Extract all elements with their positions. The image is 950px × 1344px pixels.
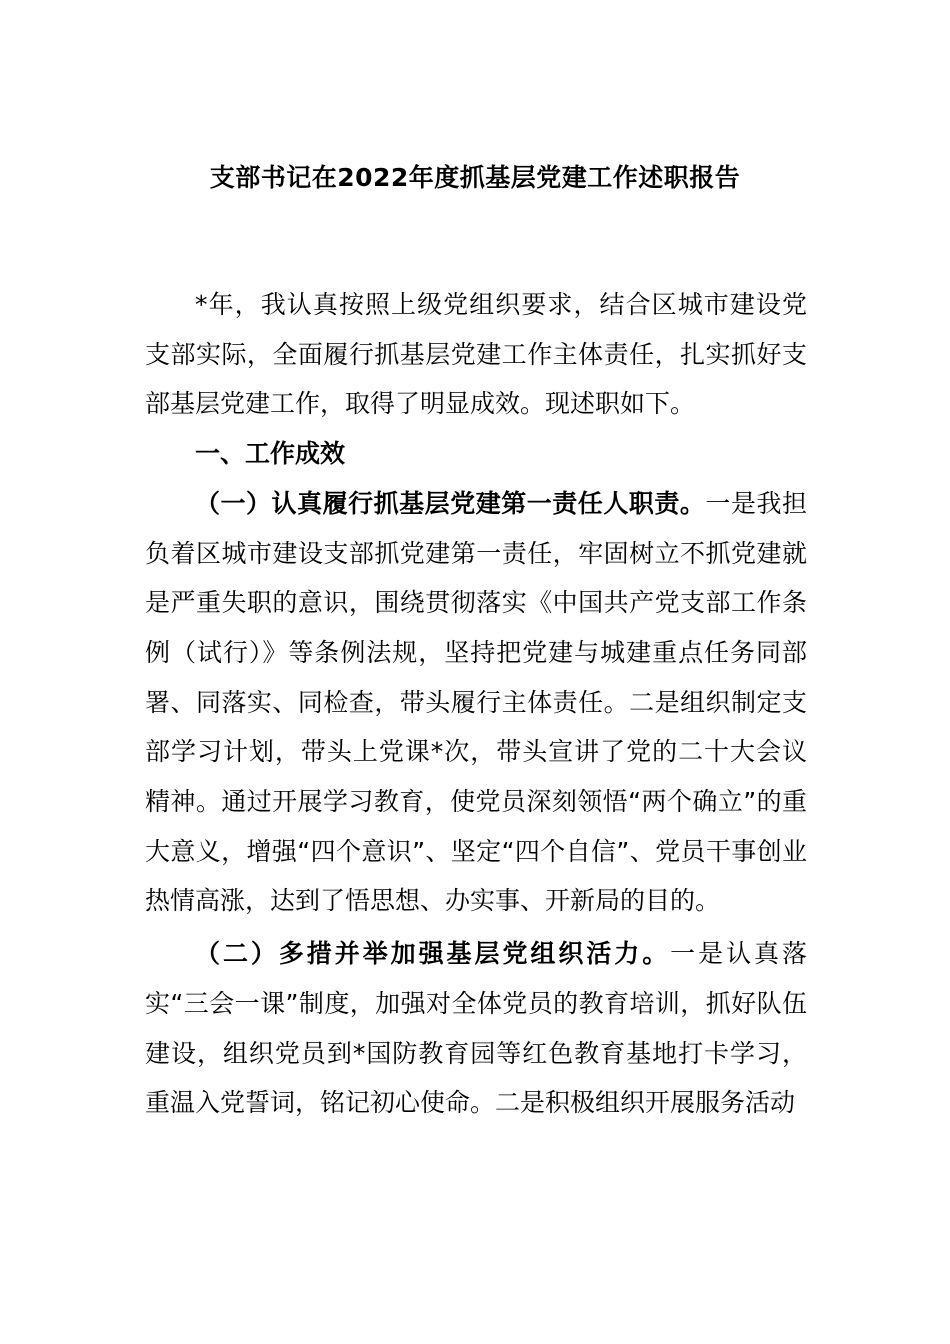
subsection-2-text: 一是认真落实“三会一课”制度，加强对全体党员的教育培训，抓好队伍建设，组织党员到*国防教育园等红色教育基地打卡学习，重温入党誓词，铭记初心使命。二是积极组织开展服务活动 [145,939,807,1118]
section-heading: 一、工作成效 [195,439,346,469]
subsection-1-paragraph [145,479,807,926]
intro-paragraph: *年，我认真按照上级党组织要求，结合区城市建设党支部实际，全面履行抓基层党建工作主体责任，扎实抓好支部基层党建工作，取得了明显成效。现述职如下。 [145,290,807,419]
document-body [145,280,807,1128]
subsection-2-heading: （二）多措并举加强基层党组织活力。 [195,939,671,969]
subsection-1-text: 一是我担负着区城市建设支部抓党建第一责任，牢固树立不抓党建就是严重失职的意识，围绕贯彻落实《中国共产党支部工作条例（试行）》等条例法规，坚持把党建与城建重点任务同部署、同落实、同检查，带头履行主体责任。二是组织制定支部学习计划，带头上党课*次，带头宣讲了党的二十大会议精神。通过开展学习教育，使党员深刻领悟“两个确立”的重大意义，增强“四个意识”、坚定“四个自信”、党员干事创业热情高涨，达到了悟思想、办实事、开新局的目的。 [145,488,807,916]
subsection-2-paragraph [145,929,807,1128]
document-title: 支部书记在2022年度抓基层党建工作述职报告 [209,163,741,192]
subsection-1-heading: （一）认真履行抓基层党建第一责任人职责。 [195,488,706,518]
